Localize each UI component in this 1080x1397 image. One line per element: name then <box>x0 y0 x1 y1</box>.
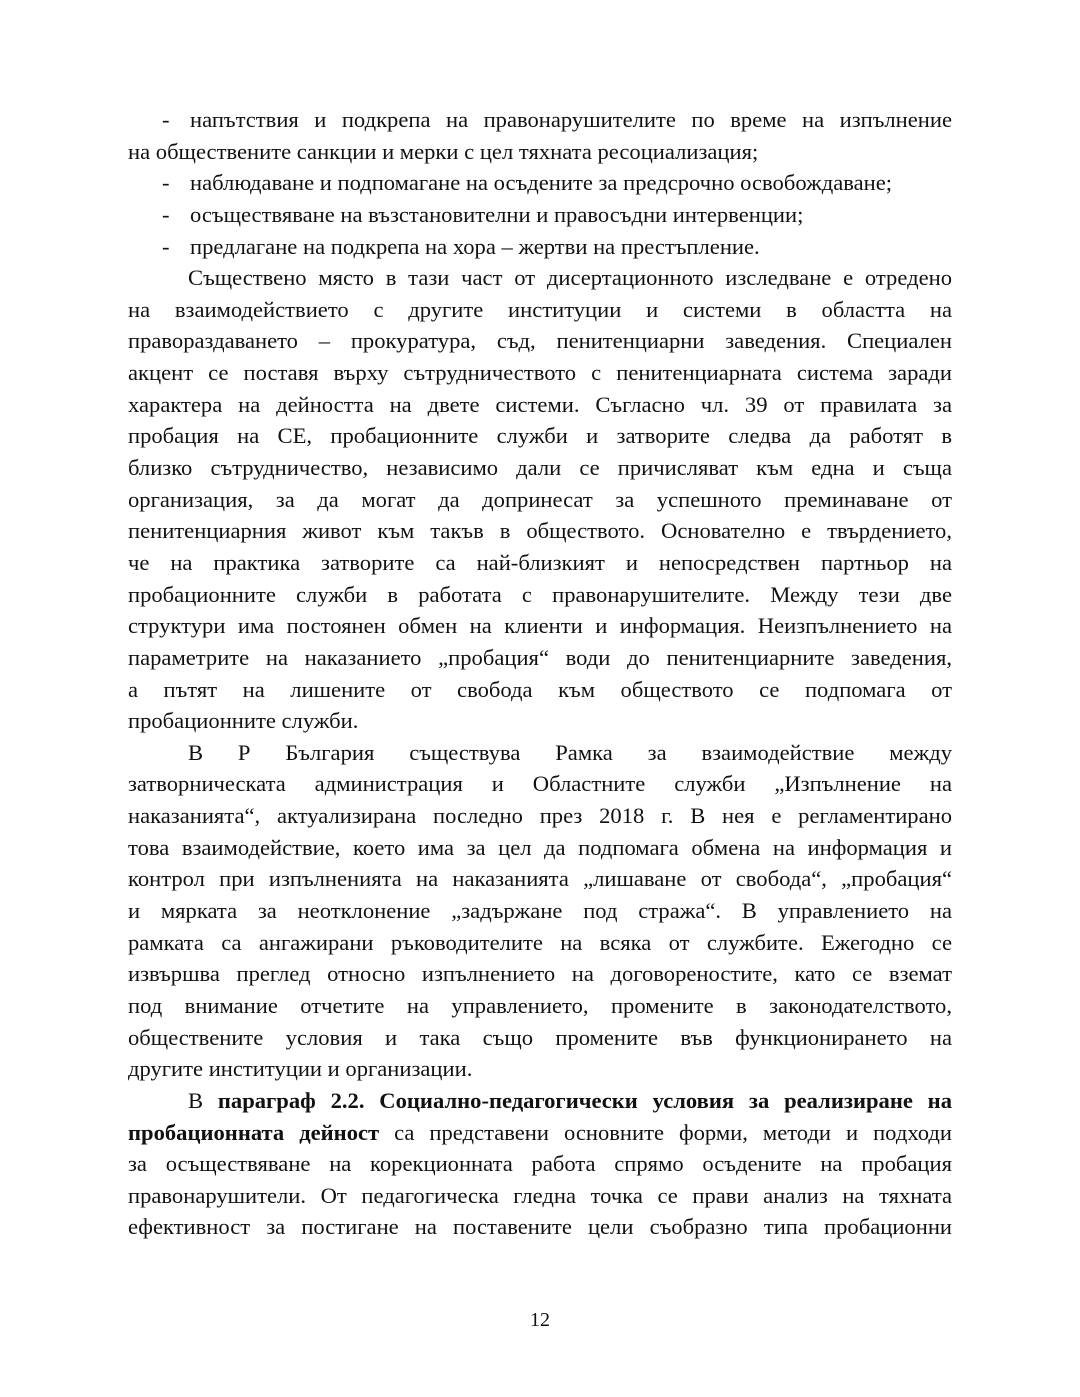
list-item <box>128 167 952 199</box>
paragraph-line: ефективност за постигане на поставените цели съобразно типа пробационни <box>128 1214 952 1240</box>
section-heading-inline: пробационната дейност <box>128 1119 380 1145</box>
paragraph-line: В Р България съществува Рамка за взаимодействие между <box>188 739 952 765</box>
paragraph-line: структури има постоянен обмен на клиенти и информация. Неизпълнението на <box>128 613 952 639</box>
paragraph <box>128 737 952 1085</box>
paragraph-line: извършва преглед относно изпълнението на договореностите, като се вземат <box>128 961 952 987</box>
paragraph-line: другите институции и организации. <box>128 1056 473 1082</box>
body-text <box>128 104 952 1243</box>
paragraph-line: за осъществяване на корекционната работа спрямо осъдените на пробация <box>128 1151 952 1177</box>
list-item-text: напътствия и подкрепа на правонарушителите по време на изпълнение <box>190 107 952 132</box>
paragraph-line: пробационните служби в работата с правонарушителите. Между тези две <box>128 581 952 607</box>
paragraph-line <box>128 1117 952 1149</box>
paragraph-line: рамката са ангажирани ръководителите на всяка от службите. Ежегодно се <box>128 929 952 955</box>
paragraph-line: характера на дейността на двете системи. Съгласно чл. 39 от правилата за <box>128 391 952 417</box>
list-item-text: наблюдаване и подпомагане на осъдените за предсрочно освобождаване; <box>190 170 893 196</box>
paragraph-line: контрол при изпълненията на наказанията „лишаване от свобода“, „пробация“ <box>128 866 952 892</box>
paragraph <box>128 262 952 737</box>
paragraph-line: организация, за да могат да допринесат за успешното преминаване от <box>128 486 952 512</box>
list-item <box>128 199 952 231</box>
list-item <box>128 231 952 263</box>
paragraph-line: че на практика затворите са най-близкият и непосредствен партньор на <box>128 549 952 575</box>
paragraph-line: пенитенциарния живот към такъв в обществото. Основателно е твърдението, <box>128 518 952 544</box>
paragraph-lead: В <box>188 1087 218 1113</box>
paragraph-line: пробационните служби. <box>128 708 359 734</box>
paragraph-line: близко сътрудничество, независимо дали се причисляват към една и съща <box>128 455 952 481</box>
list-item-text: предлагане на подкрепа на хора – жертви на престъпление. <box>190 233 760 259</box>
paragraph-line: обществените условия и така също промените във функционирането на <box>128 1024 952 1050</box>
paragraph-line: правонарушители. От педагогическа гледна точка се прави анализ на тяхната <box>128 1182 952 1208</box>
paragraph-line: а пътят на лишените от свобода към обществото се подпомага от <box>128 676 952 702</box>
paragraph-line: Съществено място в тази част от дисертационното изследване е отредено <box>188 265 952 291</box>
paragraph-line: наказанията“, актуализирана последно през 2018 г. В нея е регламентирано <box>128 803 952 829</box>
section-heading-inline: параграф 2.2. Социално-педагогически условия за реализиране на <box>217 1087 952 1113</box>
bullet-dash: - <box>162 107 170 132</box>
paragraph-line <box>128 1085 952 1117</box>
list-item-text: осъществяване на възстановителни и правосъдни интервенции; <box>190 201 804 227</box>
paragraph-line: това взаимодействие, което има за цел да подпомага обмена на информация и <box>128 834 952 860</box>
paragraph-line: пробация на СЕ, пробационните служби и затворите следва да работят в <box>128 423 952 449</box>
paragraph-line: под внимание отчетите на управлението, промените в законодателството, <box>128 992 952 1018</box>
paragraph-line: затворническата администрация и Областните служби „Изпълнение на <box>128 771 952 797</box>
paragraph <box>128 1085 952 1243</box>
paragraph-line: на взаимодействието с другите институции и системи в областта на <box>128 296 952 322</box>
paragraph-text: са представени основните форми, методи и подходи <box>379 1119 952 1145</box>
page-number: 12 <box>530 1309 550 1331</box>
paragraph-line: параметрите на наказанието „пробация“ води до пенитенциарните заведения, <box>128 644 952 670</box>
paragraph-line: правораздаването – прокуратура, съд, пенитенциарни заведения. Специален <box>128 328 952 354</box>
bullet-dash: - <box>162 170 170 196</box>
list-item <box>128 104 952 136</box>
bullet-dash: - <box>162 201 170 227</box>
paragraph-line: акцент се поставя върху сътрудничеството с пенитенциарната система заради <box>128 360 952 386</box>
paragraph-line: и мярката за неотклонение „задържане под стража“. В управлението на <box>128 898 952 924</box>
list-item-continuation: на обществените санкции и мерки с цел тяхната ресоциализация; <box>128 138 759 164</box>
bullet-dash: - <box>162 233 170 259</box>
